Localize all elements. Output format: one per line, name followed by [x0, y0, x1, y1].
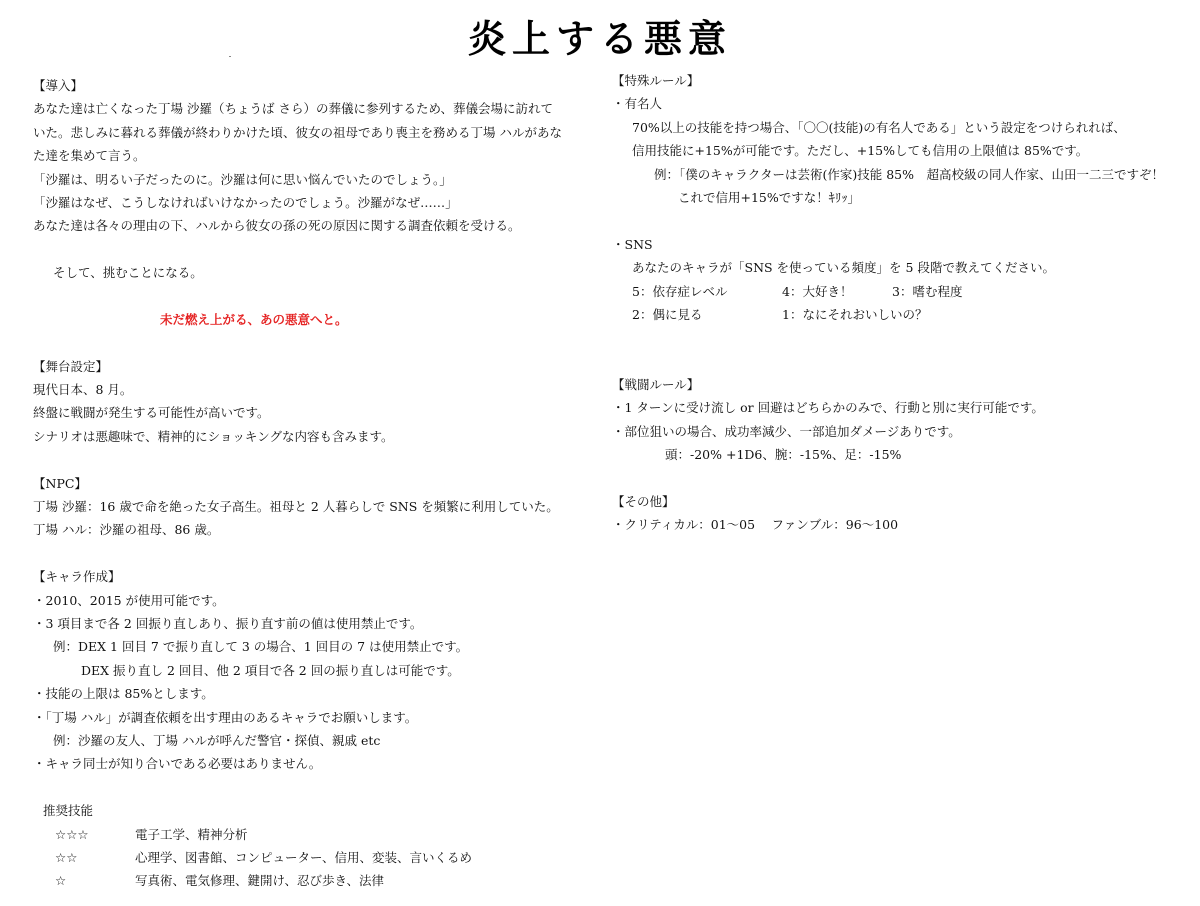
battle-modifiers: 頭：-20% +1D6、腕：-15%、足：-15% [665, 447, 902, 463]
stage-line: 終盤に戦闘が発生する可能性が高いです。 [33, 405, 270, 421]
intro-line: あなた達は各々の理由の下、ハルから彼女の孫の死の原因に関する調査依頼を受ける。 [33, 218, 521, 234]
famous-heading: ・有名人 [612, 96, 663, 112]
stage-heading: 【舞台設定】 [33, 358, 109, 374]
intro-line: た達を集めて言う。 [33, 148, 146, 164]
skills-heading: 推奨技能 [43, 803, 94, 819]
stage-line: 現代日本、8 月。 [33, 382, 133, 398]
left-column [33, 74, 562, 893]
skill-stars: ☆☆☆ [55, 826, 89, 842]
battle-heading: 【戦闘ルール】 [612, 377, 700, 393]
sns-level-row [612, 303, 1164, 326]
chara-heading: 【キャラ作成】 [33, 569, 121, 585]
intro-tagline: 未だ燃え上がる、あの悪意へと。 [160, 311, 348, 327]
stage-line: シナリオは悪趣味で、精神的にショッキングな内容も含みます。 [33, 428, 394, 444]
skill-stars: ☆☆ [55, 849, 78, 865]
sns-level: 3：嗜む程度 [892, 283, 963, 299]
chara-line: ・技能の上限は 85%とします。 [33, 686, 214, 702]
sns-level: 5：依存症レベル [632, 283, 728, 299]
skill-list: 心理学、図書館、コンピューター、信用、変装、言いくるめ [135, 849, 473, 865]
chara-line: ・キャラ同士が知り合いである必要はありません。 [33, 756, 322, 772]
skill-stars: ☆ [55, 873, 67, 889]
npc-line: 丁場 沙羅：16 歳で命を絶った女子高生。祖母と 2 人暮らしで SNS を頻繁に利用していた。 [33, 499, 559, 515]
sns-level: 4：大好き！ [782, 283, 853, 299]
chara-example: DEX 振り直し 2 回目、他 2 項目で各 2 回の振り直しは可能です。 [81, 662, 460, 678]
battle-line: ・1 ターンに受け流し or 回避はどちらかのみで、行動と別に実行可能です。 [612, 400, 1044, 416]
intro-line: いた。悲しみに暮れる葬儀が終わりかけた頃、彼女の祖母であり喪主を務める丁場 ハルがあな [33, 124, 562, 140]
intro-line: 「沙羅は、明るい子だったのに。沙羅は何に思い悩んでいたのでしょう。」 [33, 171, 452, 187]
other-line: ・クリティカル：01～05 ファンブル：96～100 [612, 517, 899, 533]
npc-line: 丁場 ハル：沙羅の祖母、86 歳。 [33, 522, 220, 538]
sns-level: 2：偶に見る [632, 306, 703, 322]
chara-line: ・3 項目まで各 2 回振り直しあり、振り直す前の値は使用禁止です。 [33, 615, 423, 631]
document-title: 炎上する悪意 [467, 17, 732, 61]
intro-closing: そして、挑むことになる。 [53, 265, 203, 281]
other-heading: 【その他】 [612, 494, 675, 510]
stray-dot [229, 56, 231, 57]
sns-heading: ・SNS [612, 236, 653, 252]
right-column [612, 69, 1164, 537]
battle-line: ・部位狙いの場合、成功率減少、一部追加ダメージありです。 [612, 423, 961, 439]
sns-level: 1：なにそれおいしいの？ [782, 306, 928, 322]
skill-list: 電子工学、精神分析 [135, 826, 248, 842]
intro-line: 「沙羅はなぜ、こうしなければいけなかったのでしょう。沙羅がなぜ……」 [33, 194, 458, 210]
famous-example: 例：「僕のキャラクターは芸術(作家)技能 85% 超高校級の同人作家、山田一二三ですぞ！ [654, 166, 1165, 182]
chara-example: 例：DEX 1 回目 7 で振り直して 3 の場合、1 回目の 7 は使用禁止です。 [53, 639, 469, 655]
famous-example: これで信用+15%ですな！ｷﾘｯ」 [678, 189, 861, 205]
sns-level-row [612, 280, 1164, 303]
npc-heading: 【NPC】 [33, 475, 87, 491]
famous-line: 70%以上の技能を持つ場合、「〇〇(技能)の有名人である」という設定をつけられれば、 [632, 119, 1126, 135]
chara-line: ・「丁場 ハル」が調査依頼を出す理由のあるキャラでお願いします。 [33, 709, 418, 725]
skill-row [33, 846, 562, 869]
intro-heading: 【導入】 [33, 78, 84, 93]
sns-description: あなたのキャラが「SNS を使っている頻度」を 5 段階で教えてください。 [632, 260, 1055, 276]
skill-row [33, 823, 562, 846]
chara-example: 例：沙羅の友人、丁場 ハルが呼んだ警官・探偵、親戚 etc [53, 732, 381, 748]
intro-line: あなた達は亡くなった丁場 沙羅（ちょうば さら）の葬儀に参列するため、葬儀会場に訪れて [33, 101, 553, 117]
skill-list: 写真術、電気修理、鍵開け、忍び歩き、法律 [135, 873, 385, 889]
chara-line: ・2010、2015 が使用可能です。 [33, 592, 225, 608]
famous-line: 信用技能に+15%が可能です。ただし、+15%しても信用の上限値は 85%です。 [632, 143, 1089, 159]
skill-row [33, 869, 562, 892]
special-heading: 【特殊ルール】 [612, 73, 700, 88]
